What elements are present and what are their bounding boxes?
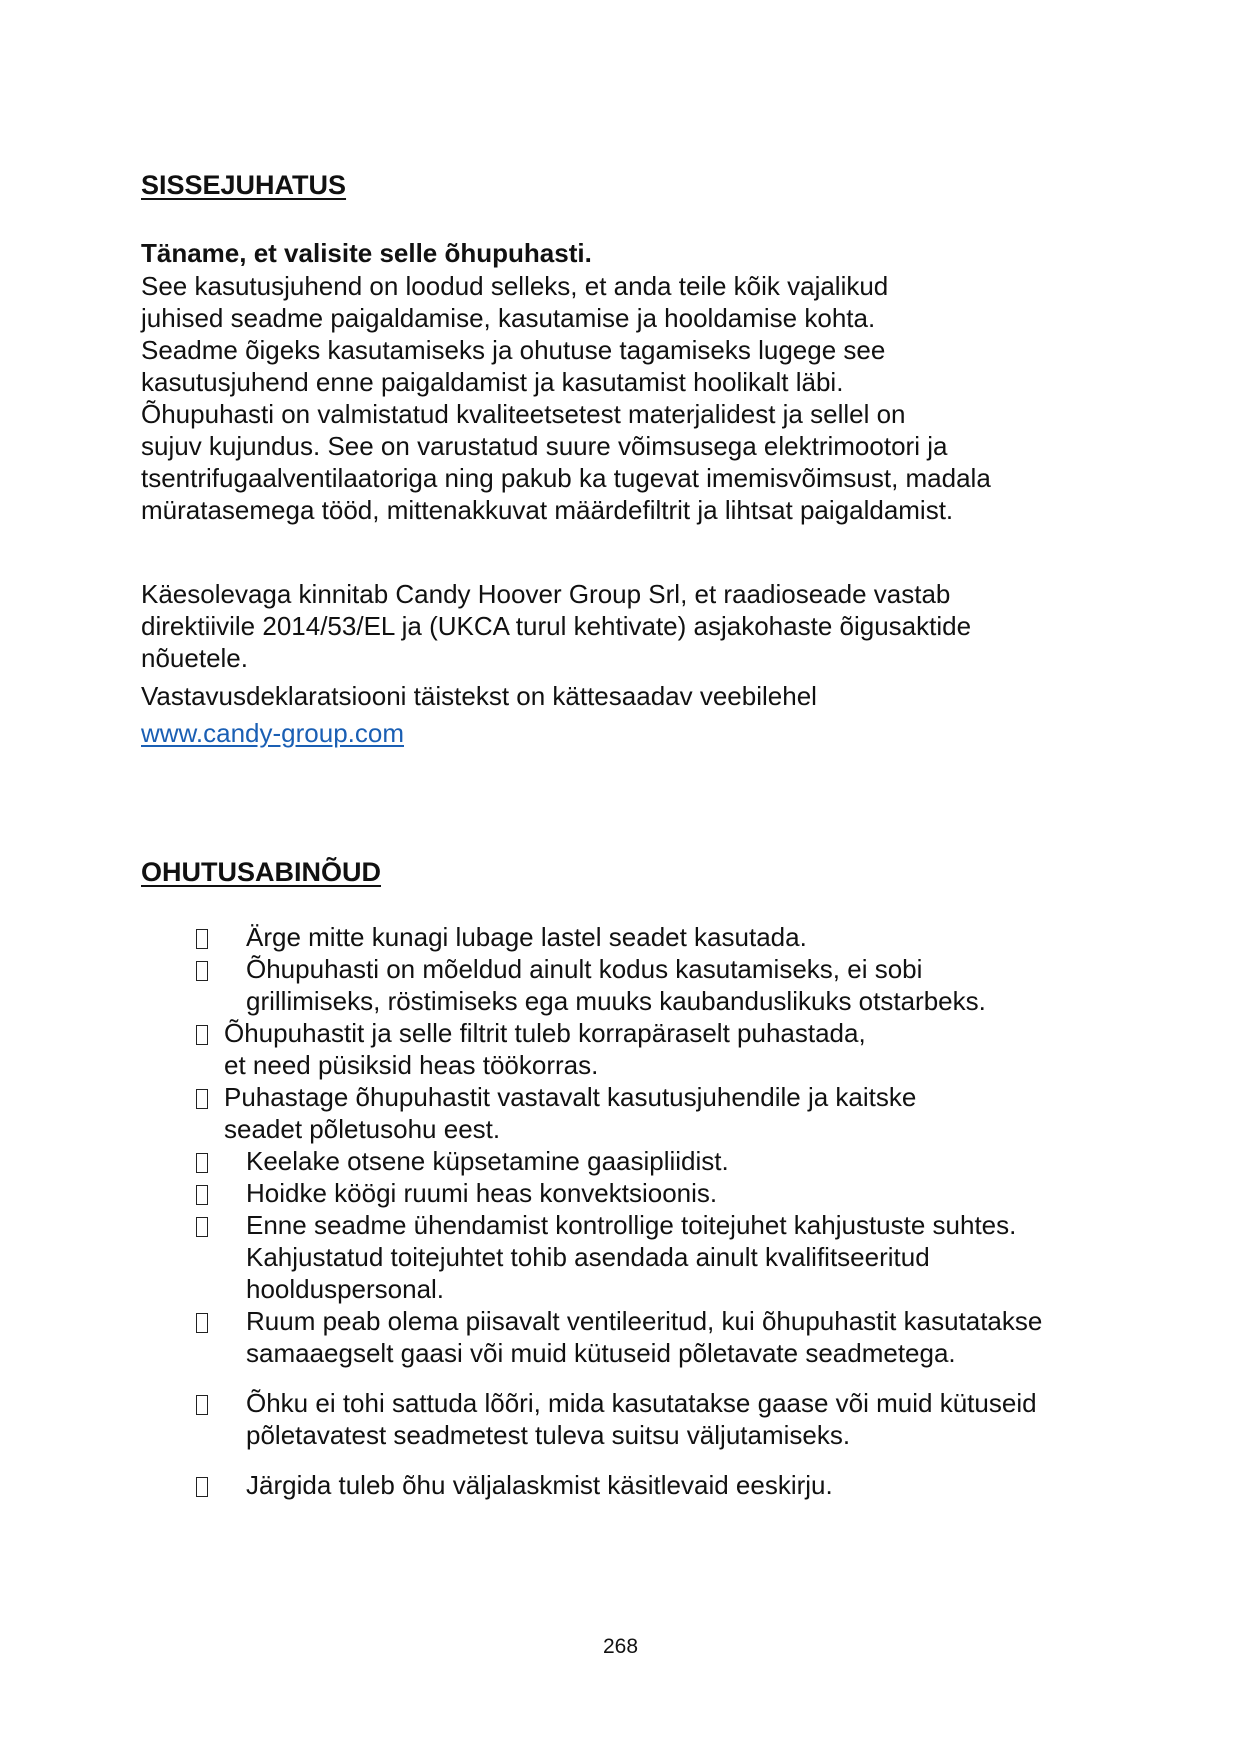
page-number: 268 — [602, 1635, 639, 1658]
bullet-icon — [196, 1313, 208, 1333]
list-item-text: Enne seadme ühendamist kontrollige toitejuhet kahjustuste suhtes. Kahjustatud toitejuhtet tohib asendada ainult kvalifitseeritud hoolduspersonal. — [246, 1210, 1017, 1304]
bullet-icon — [196, 1185, 208, 1205]
bullet-icon — [196, 929, 208, 949]
bullet-icon — [196, 1395, 208, 1415]
intro-heading: SISSEJUHATUS — [141, 170, 347, 200]
list-item-text: Hoidke köögi ruumi heas konvektsioonis. — [246, 1178, 718, 1208]
bullet-icon — [196, 1153, 208, 1173]
website-link[interactable]: www.candy-group.com — [141, 718, 404, 748]
list-item-text: Järgida tuleb õhu väljalaskmist käsitlevaid eeskirju. — [246, 1470, 833, 1500]
list-item-text: Keelake otsene küpsetamine gaasipliidist. — [246, 1146, 729, 1176]
list-item-text: Puhastage õhupuhastit vastavalt kasutusjuhendile ja kaitske seadet põletusohu eest. — [224, 1082, 917, 1144]
list-item-text: Ärge mitte kunagi lubage lastel seadet kasutada. — [246, 922, 807, 952]
intro-lead: Täname, et valisite selle õhupuhasti. — [141, 238, 592, 268]
bullet-icon — [196, 961, 208, 981]
declaration-paragraph: Käesolevaga kinnitab Candy Hoover Group Srl, et raadioseade vastab direktiivile 2014/53/EL ja (UKCA turul kehtivate) asjakohaste õigusaktide nõuetele. — [141, 579, 972, 673]
declaration-note: Vastavusdeklaratsiooni täistekst on kättesaadav veebilehel — [141, 681, 817, 711]
list-item-text: Ruum peab olema piisavalt ventileeritud, kui õhupuhastit kasutatakse samaaegselt gaasi või muid kütuseid põletavate seadmetega. — [246, 1306, 1043, 1368]
bullet-icon — [196, 1217, 208, 1237]
list-item-text: Õhupuhasti on mõeldud ainult kodus kasutamiseks, ei sobi grillimiseks, röstimiseks ega muuks kaubanduslikuks otstarbeks. — [246, 954, 986, 1016]
list-item-text: Õhupuhastit ja selle filtrit tuleb korrapäraselt puhastada, et need püsiksid heas töökorras. — [224, 1018, 866, 1080]
bullet-icon — [196, 1089, 208, 1109]
list-item-text: Õhku ei tohi sattuda lõõri, mida kasutatakse gaase või muid kütuseid põletavatest seadmetest tuleva suitsu väljutamiseks. — [246, 1388, 1037, 1450]
safety-heading: OHUTUSABINÕUD — [141, 857, 381, 887]
intro-paragraph: See kasutusjuhend on loodud selleks, et anda teile kõik vajalikud juhised seadme paigaldamise, kasutamise ja hooldamise kohta. Seadme õigeks kasutamiseks ja ohutuse tagamiseks lugege see kasutusjuhend enne paigaldamist ja kasutamist hoolikalt läbi. Õhupuhasti on valmistatud kvaliteetsetest materjalidest ja sellel on sujuv kujundus. See on varustatud suure võimsusega elektrimootori ja tsentrifugaalventilaatoriga ning pakub ka tugevat imemisvõimsust, madala müratasemega tööd, mittenakkuvat määrdefiltrit ja lihtsat paigaldamist. — [141, 271, 991, 525]
bullet-icon — [196, 1477, 208, 1497]
bullet-icon — [196, 1025, 208, 1045]
